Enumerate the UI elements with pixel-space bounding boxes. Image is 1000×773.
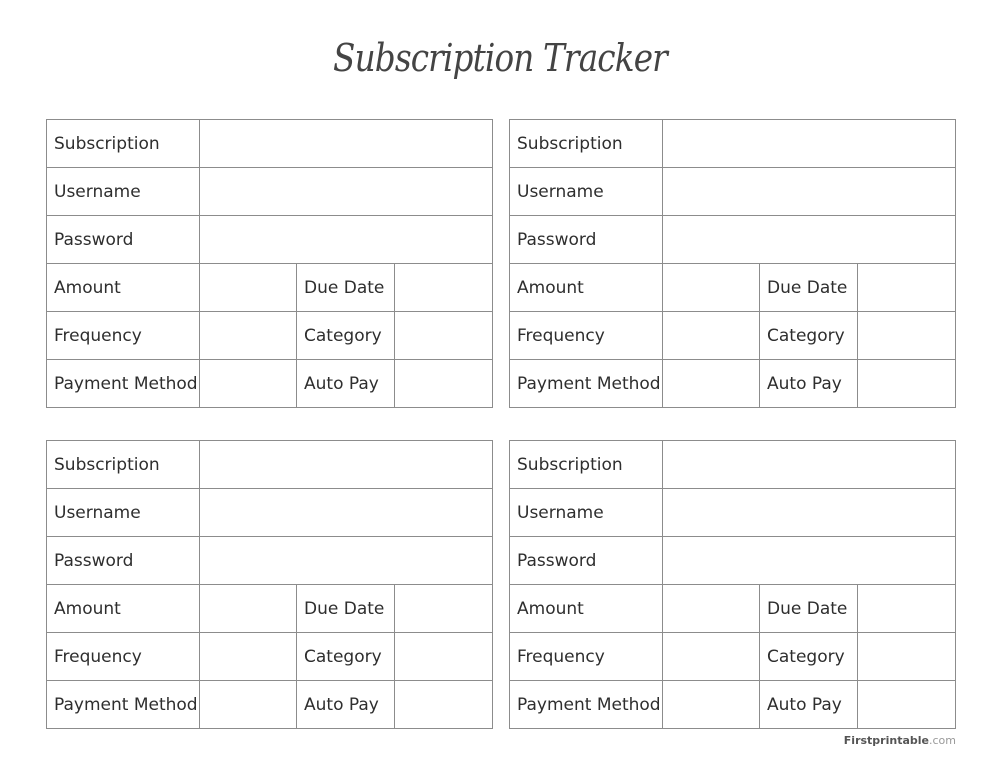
due-date-field[interactable] — [395, 585, 493, 633]
username-label: Username — [47, 489, 200, 537]
username-field[interactable] — [200, 168, 493, 216]
row-password — [47, 537, 493, 585]
username-label: Username — [47, 168, 200, 216]
username-field[interactable] — [200, 489, 493, 537]
auto-pay-label: Auto Pay — [297, 360, 395, 408]
brand-domain: .com — [929, 734, 956, 747]
subscription-card-2 — [509, 119, 956, 408]
row-amount — [510, 585, 956, 633]
subscription-label: Subscription — [510, 120, 663, 168]
password-label: Password — [510, 537, 663, 585]
subscription-field[interactable] — [200, 120, 493, 168]
row-payment-method — [510, 681, 956, 729]
subscription-field[interactable] — [663, 441, 956, 489]
row-username — [47, 489, 493, 537]
row-payment-method — [510, 360, 956, 408]
row-amount — [510, 264, 956, 312]
auto-pay-label: Auto Pay — [297, 681, 395, 729]
amount-label: Amount — [510, 264, 663, 312]
frequency-field[interactable] — [663, 633, 760, 681]
amount-field[interactable] — [663, 585, 760, 633]
row-username — [47, 168, 493, 216]
frequency-label: Frequency — [510, 312, 663, 360]
due-date-label: Due Date — [297, 585, 395, 633]
row-frequency — [510, 633, 956, 681]
row-frequency — [510, 312, 956, 360]
category-field[interactable] — [395, 312, 493, 360]
password-label: Password — [47, 216, 200, 264]
row-frequency — [47, 633, 493, 681]
amount-label: Amount — [47, 585, 200, 633]
row-subscription — [47, 441, 493, 489]
password-field[interactable] — [663, 216, 956, 264]
frequency-field[interactable] — [200, 633, 297, 681]
row-payment-method — [47, 681, 493, 729]
frequency-label: Frequency — [47, 312, 200, 360]
auto-pay-field[interactable] — [395, 360, 493, 408]
payment-method-label: Payment Method — [47, 360, 200, 408]
payment-method-label: Payment Method — [510, 681, 663, 729]
auto-pay-field[interactable] — [858, 360, 956, 408]
due-date-label: Due Date — [760, 264, 858, 312]
username-label: Username — [510, 168, 663, 216]
payment-method-label: Payment Method — [510, 360, 663, 408]
page-title: Subscription Tracker — [333, 36, 667, 80]
subscription-label: Subscription — [47, 120, 200, 168]
category-label: Category — [760, 633, 858, 681]
password-label: Password — [47, 537, 200, 585]
row-amount — [47, 264, 493, 312]
subscription-field[interactable] — [200, 441, 493, 489]
amount-label: Amount — [47, 264, 200, 312]
category-label: Category — [297, 312, 395, 360]
subscription-label: Subscription — [510, 441, 663, 489]
password-field[interactable] — [663, 537, 956, 585]
subscription-label: Subscription — [47, 441, 200, 489]
payment-method-label: Payment Method — [47, 681, 200, 729]
subscription-field[interactable] — [663, 120, 956, 168]
brand-watermark — [844, 734, 956, 747]
category-label: Category — [760, 312, 858, 360]
frequency-label: Frequency — [47, 633, 200, 681]
username-field[interactable] — [663, 168, 956, 216]
auto-pay-label: Auto Pay — [760, 360, 858, 408]
due-date-label: Due Date — [297, 264, 395, 312]
password-label: Password — [510, 216, 663, 264]
password-field[interactable] — [200, 216, 493, 264]
row-password — [47, 216, 493, 264]
payment-method-field[interactable] — [200, 681, 297, 729]
auto-pay-label: Auto Pay — [760, 681, 858, 729]
username-field[interactable] — [663, 489, 956, 537]
category-field[interactable] — [858, 312, 956, 360]
row-frequency — [47, 312, 493, 360]
amount-label: Amount — [510, 585, 663, 633]
category-field[interactable] — [395, 633, 493, 681]
row-password — [510, 537, 956, 585]
frequency-label: Frequency — [510, 633, 663, 681]
due-date-field[interactable] — [858, 585, 956, 633]
auto-pay-field[interactable] — [858, 681, 956, 729]
due-date-label: Due Date — [760, 585, 858, 633]
payment-method-field[interactable] — [200, 360, 297, 408]
auto-pay-field[interactable] — [395, 681, 493, 729]
row-subscription — [47, 120, 493, 168]
row-subscription — [510, 120, 956, 168]
username-label: Username — [510, 489, 663, 537]
row-username — [510, 168, 956, 216]
amount-field[interactable] — [200, 264, 297, 312]
subscription-card-3 — [46, 440, 493, 729]
subscription-card-4 — [509, 440, 956, 729]
subscription-card-1 — [46, 119, 493, 408]
password-field[interactable] — [200, 537, 493, 585]
frequency-field[interactable] — [663, 312, 760, 360]
row-amount — [47, 585, 493, 633]
category-label: Category — [297, 633, 395, 681]
row-password — [510, 216, 956, 264]
due-date-field[interactable] — [395, 264, 493, 312]
brand-name: Firstprintable — [843, 734, 929, 747]
frequency-field[interactable] — [200, 312, 297, 360]
category-field[interactable] — [858, 633, 956, 681]
payment-method-field[interactable] — [663, 681, 760, 729]
due-date-field[interactable] — [858, 264, 956, 312]
amount-field[interactable] — [663, 264, 760, 312]
payment-method-field[interactable] — [663, 360, 760, 408]
row-username — [510, 489, 956, 537]
row-subscription — [510, 441, 956, 489]
row-payment-method — [47, 360, 493, 408]
amount-field[interactable] — [200, 585, 297, 633]
